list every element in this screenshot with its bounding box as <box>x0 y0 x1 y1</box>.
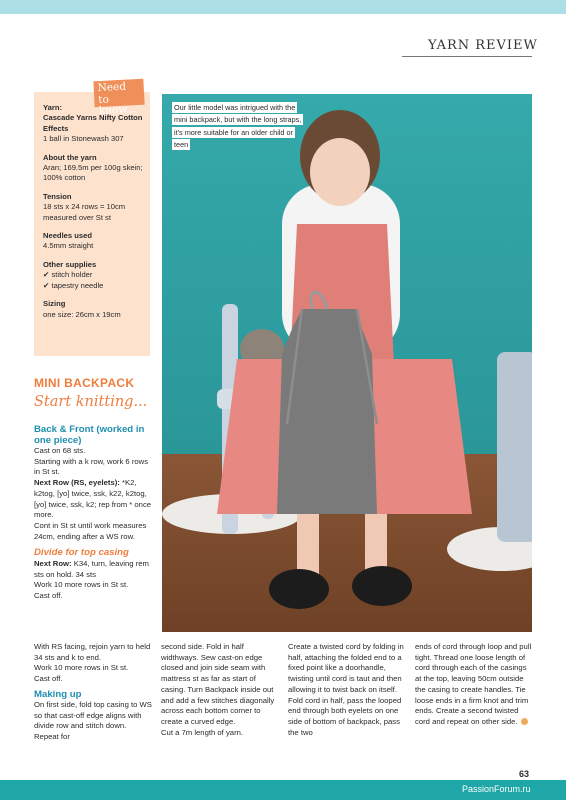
divide-heading: Divide for top casing <box>34 547 129 559</box>
cast-on-text: Cast on 68 sts. <box>34 446 86 455</box>
watermark: PassionForum.ru <box>462 784 531 794</box>
divide-row <box>34 559 152 580</box>
divide-castoff: Cast off. <box>34 591 63 601</box>
page-number: 63 <box>519 769 530 779</box>
making-up-heading: Making up <box>34 688 82 700</box>
rs-facing-text: With RS facing, rejoin yarn to held 34 sts and k to end. <box>34 642 151 662</box>
pattern-column-1b <box>34 642 152 743</box>
next-row-text: *K2, k2tog, [yo] twice, ssk, k22, k2tog, [yo] twice, ssk, k2; rep from * once more. <box>34 478 152 520</box>
divide-work: Work 10 more rows in St st. <box>34 580 129 590</box>
pattern-column-1 <box>34 424 152 602</box>
photo-caption-text: Our little model was intrigued with the mini backpack, but with the long straps, it's more suitable for an older child or teen <box>174 103 302 150</box>
about-yarn-text: Aran; 169.5m per 100g skein; 100% cotton <box>43 163 143 183</box>
rs-castoff-text: Cast off. <box>34 674 63 684</box>
back-front-heading: Back & Front (worked in one piece) <box>34 424 145 446</box>
tag-line-2: know... <box>98 103 137 118</box>
next-row-eyelets <box>34 478 152 521</box>
sizing-text: one size: 26cm x 19cm <box>43 309 121 319</box>
column-4-body: ends of cord through loop and pull tight. Thread one loose length of cord through each of the casings at the top, leaving 50cm outside the casing to create handles. Tie loose ends in a firm knot and trim ends. Create a second twisted cord and repeat on other side. <box>415 642 532 726</box>
cut-yarn-text: Cut a 7m length of yarn. <box>161 727 244 737</box>
section-rule <box>402 56 532 57</box>
supply-item: ✔ tapestry needle <box>43 280 104 290</box>
supply-item: ✔ stitch holder <box>43 270 93 280</box>
needles-label: Needles used <box>43 231 92 241</box>
photo-caption <box>172 102 308 152</box>
column-3-text: Create a twisted cord by folding in half, attaching the folded end to a fixed point like a doorhandle, twisting until cord is taut and then allowing it to twist back on itself. Fold cord in half, pass the looped end through both eyelets on one side of bottom of backpack, pass the two <box>288 642 404 737</box>
photo-illustration <box>162 94 532 632</box>
yarn-label: Yarn: <box>43 103 62 112</box>
tension-label: Tension <box>43 191 72 201</box>
pattern-column-3 <box>288 642 410 738</box>
need-to-know-content <box>43 103 151 328</box>
next-row-label: Next Row (RS, eyelets): <box>34 478 120 488</box>
yarn-name: Cascade Yarns Nifty Cotton Effects <box>43 113 143 133</box>
divide-row-label: Next Row: <box>34 559 72 569</box>
product-photo <box>162 94 532 632</box>
about-yarn-label: About the yarn <box>43 152 97 162</box>
making-up-text: On first side, fold top casing to WS so that cast-off edge aligns with divide row and stitch down. Repeat for <box>34 699 152 741</box>
needles-text: 4.5mm straight <box>43 241 94 251</box>
yarn-amount: 1 ball in Stonewash 307 <box>43 134 124 144</box>
rs-work-text: Work 10 more rows in St st. <box>34 663 129 673</box>
sizing-label: Sizing <box>43 299 66 309</box>
top-color-strip <box>0 0 566 14</box>
pattern-column-2 <box>161 642 279 738</box>
column-2-text: second side. Fold in half widthways. Sew cast-on edge closed and join side seam with mattress st as far as start of casing. Turn Backpack inside out and add a few stitches diagonally across each bottom corner to create a curved edge. <box>161 642 275 726</box>
end-mark-icon <box>521 718 528 725</box>
tension-text: 18 sts x 24 rows = 10cm measured over St st <box>43 202 126 222</box>
pattern-title: MINI BACKPACK <box>34 376 135 390</box>
supplies-label: Other supplies <box>43 259 97 269</box>
tag-line-1: Need to <box>97 80 127 106</box>
starting-text: Starting with a k row, work 6 rows in St st. <box>34 456 149 477</box>
cont-text: Cont in St st until work measures 24cm, ending after a WS row. <box>34 520 147 541</box>
pattern-column-4 <box>415 642 535 728</box>
section-title: YARN REVIEW <box>428 38 538 53</box>
pattern-subtitle: Start knitting... <box>34 394 148 410</box>
column-4-text <box>415 642 535 728</box>
divide-row-text: K34, turn, leaving rem sts on hold. 34 sts <box>34 559 149 579</box>
